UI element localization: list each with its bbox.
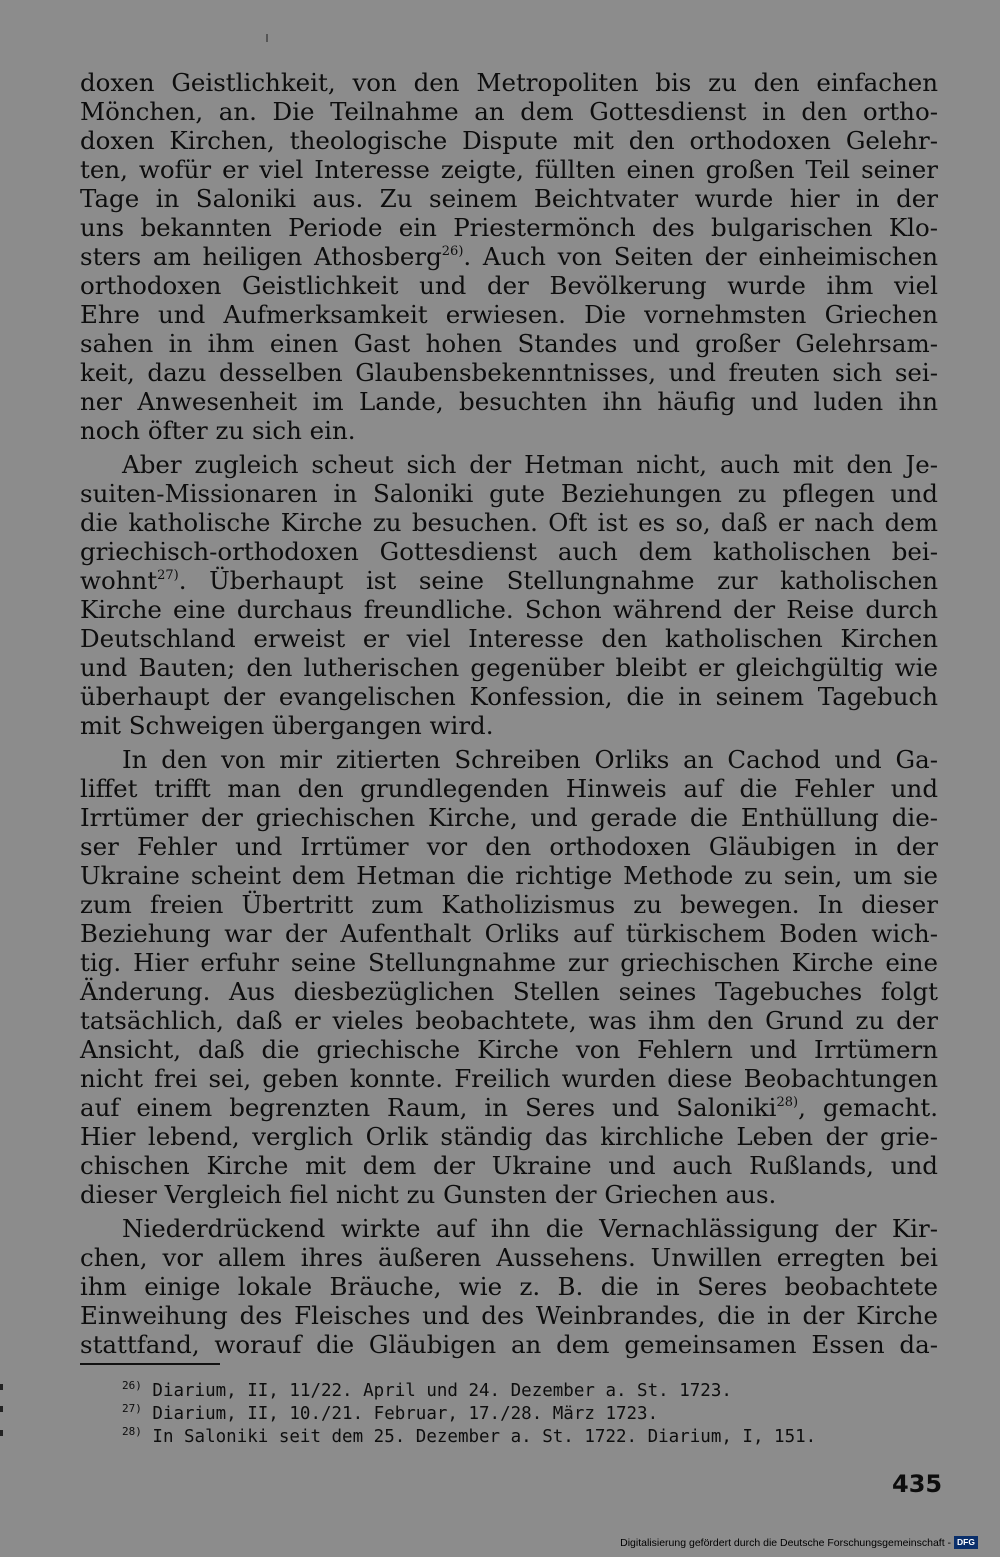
text-line: doxen Geistlichkeit, von den Metropoliten bis zu den einfachen	[80, 68, 938, 97]
text-segment: , gemacht.	[798, 1093, 939, 1122]
text-line: ten, wofür er viel Interesse zeigte, füllten einen großen Teil seiner	[80, 155, 938, 184]
text-line: Aber zugleich scheut sich der Hetman nicht, auch mit den Je-	[122, 450, 938, 479]
footnote-ref-28: 28)	[776, 1095, 799, 1110]
text-line: doxen Kirchen, theologische Dispute mit den orthodoxen Gelehr-	[80, 126, 938, 155]
margin-mark	[0, 1406, 3, 1412]
text-line: Ansicht, daß die griechische Kirche von Fehlern und Irrtümern	[80, 1035, 938, 1064]
scan-speck	[266, 34, 268, 42]
footnote-26	[122, 1381, 732, 1402]
text-line: mit Schweigen übergangen wird.	[80, 711, 494, 740]
footnote-ref-26: 26)	[441, 244, 464, 259]
text-line: Kirche eine durchaus freundliche. Schon während der Reise durch	[80, 595, 938, 624]
footnote-27	[122, 1404, 658, 1425]
credit-text: Digitalisierung gefördert durch die Deutsche Forschungsgemeinschaft -	[620, 1536, 952, 1549]
footnote-text: Diarium, II, 10./21. Februar, 17./28. März 1723.	[141, 1404, 659, 1424]
text-segment: . Auch von Seiten der einheimischen	[463, 242, 938, 271]
text-line: und Bauten; den lutherischen gegenüber bleibt er gleichgültig wie	[80, 653, 938, 682]
text-segment: sters am heiligen Athosberg	[80, 242, 442, 271]
text-line: tatsächlich, daß er vieles beobachtete, was ihm den Grund zu der	[80, 1006, 938, 1035]
text-line: sahen in ihm einen Gast hohen Standes und großer Gelehrsam-	[80, 329, 938, 358]
footnote-text: Diarium, II, 11/22. April und 24. Dezember a. St. 1723.	[141, 1381, 732, 1401]
page-number: 435	[892, 1470, 943, 1498]
text-segment: auf einem begrenzten Raum, in Seres und Saloniki	[80, 1093, 777, 1122]
margin-mark	[0, 1430, 3, 1436]
text-line: liffet trifft man den grundlegenden Hinweis auf die Fehler und	[80, 774, 938, 803]
footnote-28	[122, 1427, 816, 1448]
text-line-with-footnote-ref	[80, 242, 938, 271]
text-line-with-footnote-ref	[80, 566, 938, 595]
text-line: die katholische Kirche zu besuchen. Oft ist es so, daß er nach dem	[80, 508, 938, 537]
text-line: tig. Hier erfuhr seine Stellungnahme zur griechischen Kirche eine	[80, 948, 938, 977]
text-line: Ehre und Aufmerksamkeit erwiesen. Die vornehmsten Griechen	[80, 300, 938, 329]
text-line: chen, vor allem ihres äußeren Aussehens. Unwillen erregten bei	[80, 1243, 938, 1272]
text-line: Irrtümer der griechischen Kirche, und gerade die Enthüllung die-	[80, 803, 938, 832]
text-line: überhaupt der evangelischen Konfession, die in seinem Tagebuch	[80, 682, 938, 711]
text-line: nicht frei sei, geben konnte. Freilich wurden diese Beobachtungen	[80, 1064, 938, 1093]
text-line: Niederdrückend wirkte auf ihn die Vernachlässigung der Kir-	[122, 1214, 938, 1243]
dfg-logo-icon: DFG	[954, 1536, 978, 1549]
footnote-ref-27: 27)	[157, 568, 179, 583]
text-line: Ukraine scheint dem Hetman die richtige Methode zu sein, um sie	[80, 861, 938, 890]
text-line: griechisch-orthodoxen Gottesdienst auch dem katholischen bei-	[80, 537, 938, 566]
text-line: ser Fehler und Irrtümer vor den orthodoxen Gläubigen in der	[80, 832, 938, 861]
text-line: ner Anwesenheit im Lande, besuchten ihn häufig und luden ihn	[80, 387, 938, 416]
text-line: ihm einige lokale Bräuche, wie z. B. die in Seres beobachtete	[80, 1272, 938, 1301]
text-line: Änderung. Aus diesbezüglichen Stellen seines Tagebuches folgt	[80, 977, 938, 1006]
digitization-credit	[620, 1536, 978, 1549]
footnote-mark: 26)	[122, 1379, 142, 1392]
text-line: Einweihung des Fleisches und des Weinbrandes, die in der Kirche	[80, 1301, 938, 1330]
text-line: zum freien Übertritt zum Katholizismus zu bewegen. In dieser	[80, 890, 938, 919]
text-line: dieser Vergleich fiel nicht zu Gunsten der Griechen aus.	[80, 1180, 777, 1209]
text-line-with-footnote-ref	[80, 1093, 938, 1122]
text-line: keit, dazu desselben Glaubensbekenntnisses, und freuten sich sei-	[80, 358, 938, 387]
footnote-text: In Saloniki seit dem 25. Dezember a. St. 1722. Diarium, I, 151.	[141, 1427, 817, 1447]
text-line: Tage in Saloniki aus. Zu seinem Beichtvater wurde hier in der	[80, 184, 938, 213]
text-line: chischen Kirche mit dem der Ukraine und auch Rußlands, und	[80, 1151, 938, 1180]
text-line: suiten-Missionaren in Saloniki gute Beziehungen zu pflegen und	[80, 479, 938, 508]
text-line: In den von mir zitierten Schreiben Orliks an Cachod und Ga-	[122, 745, 938, 774]
text-line: uns bekannten Periode ein Priestermönch des bulgarischen Klo-	[80, 213, 938, 242]
text-line: orthodoxen Geistlichkeit und der Bevölkerung wurde ihm viel	[80, 271, 938, 300]
text-line: stattfand, worauf die Gläubigen an dem gemeinsamen Essen da-	[80, 1330, 938, 1359]
footnote-separator	[80, 1363, 220, 1365]
text-line: noch öfter zu sich ein.	[80, 416, 356, 445]
text-line: Deutschland erweist er viel Interesse den katholischen Kirchen	[80, 624, 938, 653]
text-segment: wohnt	[80, 566, 158, 595]
text-line: Beziehung war der Aufenthalt Orliks auf türkischem Boden wich-	[80, 919, 938, 948]
text-line: Hier lebend, verglich Orlik ständig das kirchliche Leben der grie-	[80, 1122, 938, 1151]
text-line: Mönchen, an. Die Teilnahme an dem Gottesdienst in den ortho-	[80, 97, 938, 126]
margin-mark	[0, 1384, 3, 1390]
text-segment: . Überhaupt ist seine Stellungnahme zur katholischen	[178, 566, 938, 595]
footnote-mark: 27)	[122, 1402, 142, 1415]
footnote-mark: 28)	[122, 1425, 142, 1438]
